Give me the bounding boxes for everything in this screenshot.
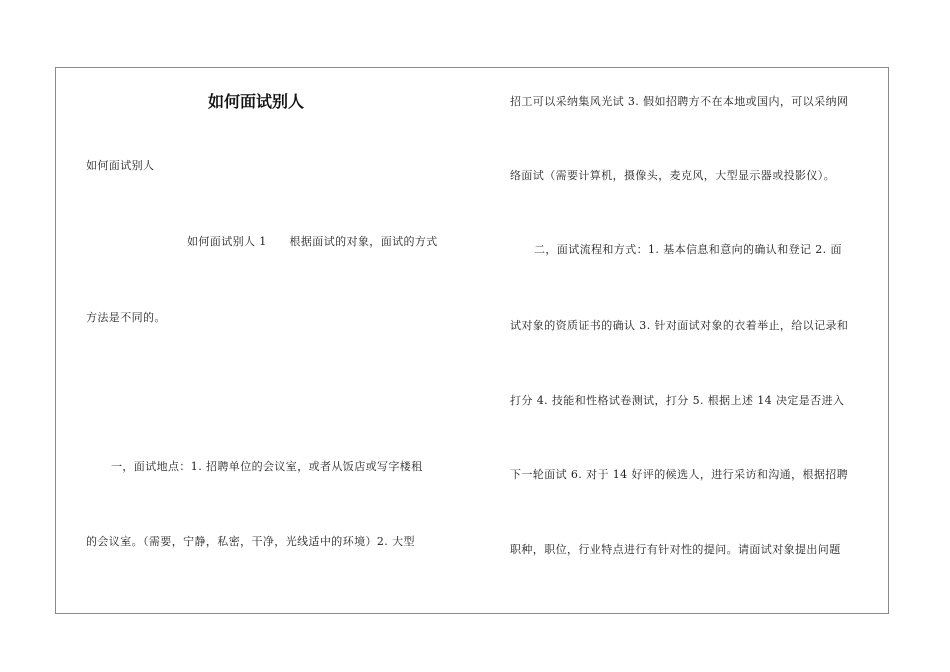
paragraph-line: 打分 4. 技能和性格试卷测试，打分 5. 根据上述 14 决定是否进入 xyxy=(510,394,845,407)
paragraph-line: 一，面试地点：1. 招聘单位的会议室，或者从饭店或写字楼租 xyxy=(111,460,423,473)
left-column xyxy=(56,68,488,613)
paragraph-line: 的会议室。（需要，宁静，私密，干净，光线适中的环境）2. 大型 xyxy=(86,535,415,548)
paragraph-line: 二，面试流程和方式：1. 基本信息和意向的确认和登记 2. 面 xyxy=(534,243,842,256)
document-title: 如何面试别人 xyxy=(208,92,305,111)
paragraph-line: 职种，职位，行业特点进行有针对性的提问。请面试对象提出问题 xyxy=(510,543,841,556)
paragraph-line: 方法是不同的。 xyxy=(86,311,166,324)
document-page xyxy=(55,67,889,614)
paragraph-line: 如何面试别人 1 根据面试的对象，面试的方式 xyxy=(187,235,438,248)
paragraph-line: 络面试（需要计算机，摄像头，麦克风，大型显示器或投影仪）。 xyxy=(510,169,836,182)
paragraph-line: 如何面试别人 xyxy=(86,159,155,172)
paragraph-line: 试对象的资质证书的确认 3. 针对面试对象的衣着举止，给以记录和 xyxy=(510,319,849,332)
paragraph-line: 招工可以采纳集风光试 3. 假如招聘方不在本地或国内，可以采纳网 xyxy=(510,95,849,108)
right-column xyxy=(488,68,888,613)
paragraph-line: 下一轮面试 6. 对于 14 好评的候选人，进行采访和沟通，根据招聘 xyxy=(510,468,849,481)
